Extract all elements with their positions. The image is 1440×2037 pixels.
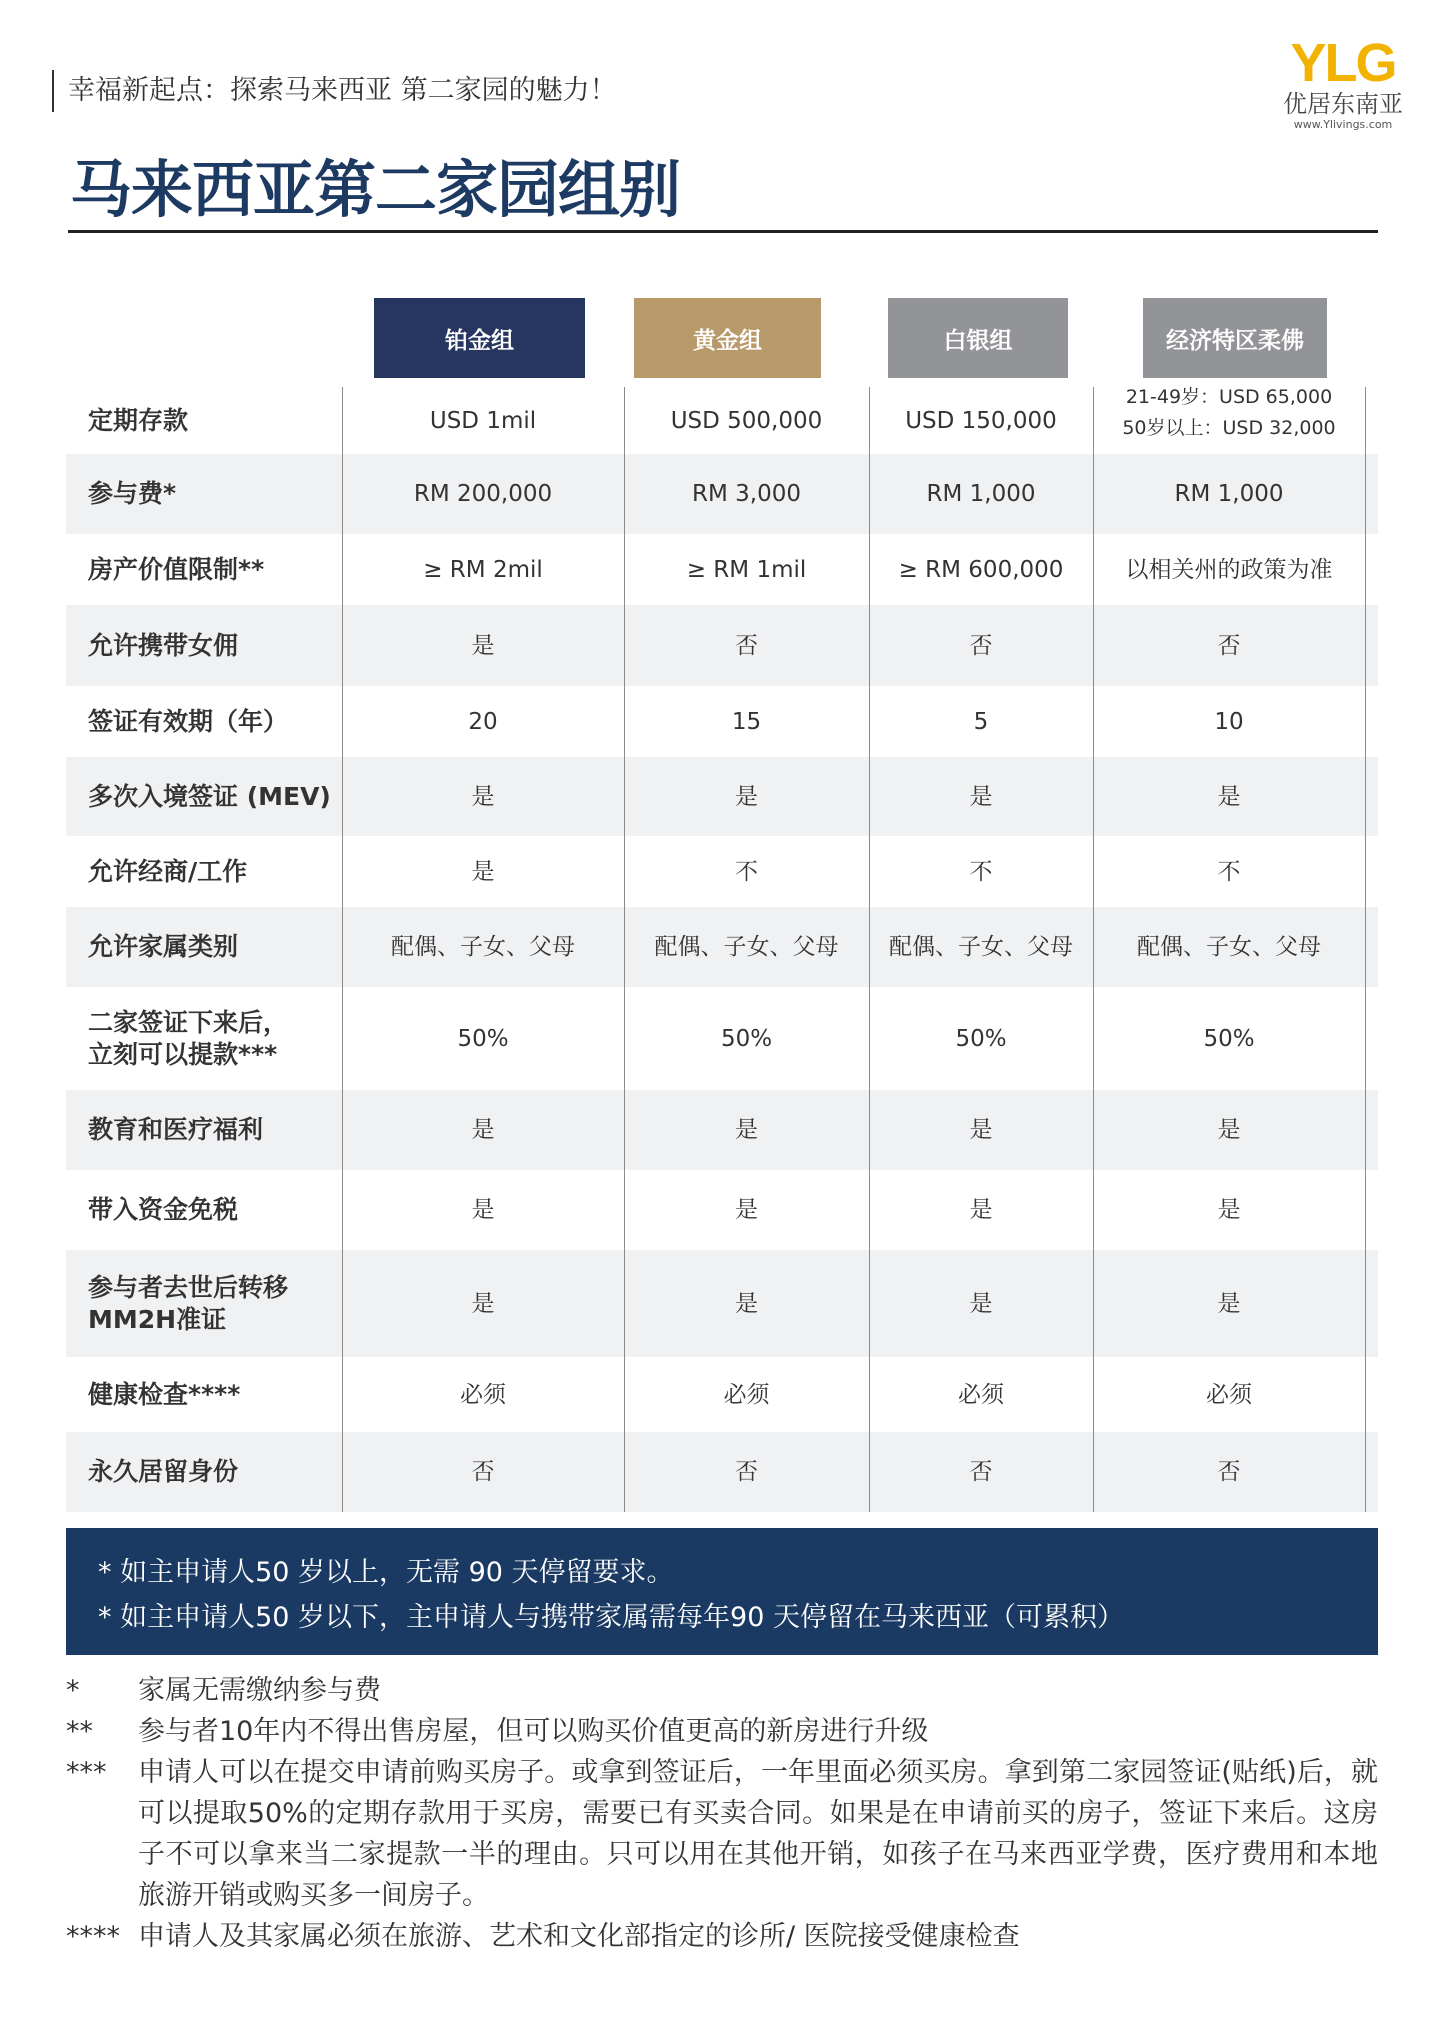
cell-value: 是 <box>471 858 495 885</box>
cell-value: 是 <box>969 1290 993 1317</box>
cell-value: 配偶、子女、父母 <box>1137 934 1321 960</box>
cell-value: 是 <box>471 1117 495 1143</box>
footnote <box>66 1711 1378 1752</box>
cell-value: 必须 <box>1206 1381 1252 1408</box>
row-label-line: 立刻可以提款*** <box>88 1039 278 1069</box>
table-cell <box>342 1288 624 1320</box>
table-cell <box>869 1288 1093 1320</box>
table-cell <box>869 405 1093 437</box>
table-cell <box>342 931 624 963</box>
column-header: 铂金组 <box>374 298 585 378</box>
footnote-text: 申请人可以在提交申请前购买房子。或拿到签证后，一年里面必须买房。拿到第二家园签证(贴纸)后，就可以提取50%的定期存款用于买房，需要已有买卖合同。如果是在申请前买的房子，签证下来后。这房子不可以拿来当二家提款一半的理由。只可以用在其他开销，如孩子在马来西亚学费，医疗费用和本地旅游开销或购买多一间房子。 <box>138 1757 1378 1911</box>
row-label-line: 教育和医疗福利 <box>88 1115 264 1144</box>
table-cell <box>869 1114 1093 1146</box>
row-label <box>88 856 247 888</box>
cell-value: 是 <box>471 783 495 810</box>
cell-value: 是 <box>1217 1117 1241 1143</box>
footnote <box>66 1670 1378 1711</box>
table-row <box>66 836 1378 907</box>
cell-value: 50岁以上：USD 32,000 <box>1122 416 1336 439</box>
row-label-line: MM2H准证 <box>88 1304 227 1334</box>
table-cell <box>1093 630 1365 662</box>
row-label-line: 带入资金免税 <box>88 1195 239 1224</box>
table-cell <box>342 405 624 437</box>
table-row <box>66 534 1378 605</box>
table-cell <box>624 554 869 586</box>
table-cell <box>624 1114 869 1146</box>
table-row <box>66 686 1378 757</box>
footnote <box>66 1752 1378 1916</box>
row-label-line: 允许家属类别 <box>88 932 239 961</box>
table-cell <box>342 630 624 662</box>
table-cell <box>869 554 1093 586</box>
row-label <box>88 478 176 510</box>
table-cell <box>624 1288 869 1320</box>
cell-value: 50% <box>955 1025 1007 1052</box>
row-label-line: 允许经商/工作 <box>88 856 248 886</box>
row-label-line: 健康检查**** <box>88 1379 241 1409</box>
table-cell <box>342 706 624 738</box>
cell-value: 以相关州的政策为准 <box>1125 556 1333 583</box>
stay-requirement-note <box>66 1528 1378 1655</box>
table-cell <box>624 1194 869 1226</box>
cell-value: 50% <box>457 1025 509 1052</box>
footnote-mark: **** <box>66 1921 120 1952</box>
footnotes <box>66 1670 1378 1957</box>
cell-value: 否 <box>969 1459 993 1485</box>
table-cell <box>342 1114 624 1146</box>
table-cell <box>869 630 1093 662</box>
note-line: * 如主申请人50 岁以上，无需 90 天停留要求。 <box>98 1557 674 1588</box>
cell-value: RM 200,000 <box>413 481 553 507</box>
table-cell <box>1093 1288 1365 1320</box>
table-cell <box>1093 706 1365 738</box>
footnote-mark: * <box>66 1675 80 1706</box>
table-cell <box>342 1379 624 1411</box>
logo-mark: YLG <box>1290 33 1396 93</box>
logo-url: www.Ylivings.com <box>1293 118 1393 131</box>
cell-value: 50% <box>1203 1025 1255 1052</box>
table-row <box>66 387 1378 454</box>
cell-value: 不 <box>969 858 993 885</box>
cell-value: 是 <box>735 1197 758 1223</box>
cell-value: RM 3,000 <box>692 481 801 507</box>
column-divider <box>1365 387 1366 1512</box>
table-cell <box>1093 1456 1365 1488</box>
table-cell <box>1093 781 1365 813</box>
cell-value: 配偶、子女、父母 <box>654 934 839 960</box>
cell-value: 21-49岁：USD 65,000 <box>1125 385 1333 408</box>
row-label <box>88 1114 263 1146</box>
table-cell <box>342 478 624 510</box>
footnote-text: 申请人及其家属必须在旅游、艺术和文化部指定的诊所/ 医院接受健康检查 <box>138 1921 1020 1952</box>
table-cell <box>869 1194 1093 1226</box>
table-cell <box>1093 1114 1365 1146</box>
row-label-line: 定期存款 <box>88 405 189 435</box>
note-line: * 如主申请人50 岁以下，主申请人与携带家属需每年90 天停留在马来西亚（可累积） <box>98 1602 1124 1633</box>
table-row <box>66 987 1378 1090</box>
table-cell <box>342 1456 624 1488</box>
table-cell <box>869 1456 1093 1488</box>
column-header: 经济特区柔佛 <box>1143 298 1327 378</box>
cell-value: 否 <box>735 632 758 659</box>
cell-value: 是 <box>735 1117 758 1143</box>
footnote-text: 参与者10年内不得出售房屋，但可以购买价值更高的新房进行升级 <box>138 1716 929 1747</box>
cell-value: 否 <box>1217 1459 1241 1485</box>
table-cell <box>624 405 869 437</box>
row-label-line: 参与费* <box>88 479 177 508</box>
table-row <box>66 1432 1378 1512</box>
cell-value: 不 <box>735 858 758 885</box>
table-cell <box>624 1456 869 1488</box>
cell-value: USD 500,000 <box>670 407 823 434</box>
cell-value: 配偶、子女、父母 <box>391 934 575 960</box>
table-row <box>66 907 1378 987</box>
table-row <box>66 1357 1378 1432</box>
table-cell <box>1093 931 1365 963</box>
cell-value: 是 <box>471 1290 495 1317</box>
cell-value: 否 <box>471 1459 495 1485</box>
table-cell <box>1093 554 1365 586</box>
table-cell <box>869 781 1093 813</box>
table-cell <box>1093 1379 1365 1411</box>
cell-value: 否 <box>1217 632 1241 659</box>
table-cell <box>342 1194 624 1226</box>
table-cell <box>869 1379 1093 1411</box>
cell-value: ≥ RM 1mil <box>686 556 807 583</box>
cell-value: 15 <box>731 708 762 735</box>
cell-value: 是 <box>969 1197 993 1223</box>
table-cell <box>624 781 869 813</box>
page-tagline: 幸福新起点：探索马来西亚 第二家园的魅力！ <box>52 70 617 112</box>
cell-value: RM 1,000 <box>926 481 1036 507</box>
cell-value: 不 <box>1217 858 1241 885</box>
row-label <box>88 1456 238 1488</box>
cell-value: 是 <box>471 1197 495 1223</box>
column-divider <box>342 387 343 1512</box>
column-divider <box>869 387 870 1512</box>
row-label-line: 签证有效期（年） <box>88 706 289 736</box>
table-cell <box>624 1023 869 1055</box>
table-cell <box>1093 1194 1365 1226</box>
cell-value: 10 <box>1214 708 1244 735</box>
cell-value: 是 <box>471 632 495 659</box>
table-cell <box>342 781 624 813</box>
cell-value: 是 <box>735 1290 758 1317</box>
row-label <box>88 781 331 813</box>
table-cell <box>1093 478 1365 510</box>
footnote <box>66 1916 1378 1957</box>
row-label <box>88 1379 240 1411</box>
row-label <box>88 931 238 963</box>
table-row <box>66 605 1378 686</box>
row-label-line: 房产价值限制** <box>88 554 265 584</box>
cell-value: 必须 <box>460 1381 506 1408</box>
table-cell <box>342 856 624 888</box>
cell-value: 5 <box>973 708 989 735</box>
column-header: 黄金组 <box>634 298 821 378</box>
table-cell <box>869 856 1093 888</box>
cell-value: 是 <box>969 783 993 810</box>
cell-value: ≥ RM 600,000 <box>898 556 1064 583</box>
cell-value: 是 <box>1217 783 1241 810</box>
cell-value: 50% <box>720 1025 773 1052</box>
table-cell <box>624 931 869 963</box>
footnote-mark: ** <box>66 1716 93 1747</box>
title-divider <box>68 230 1378 233</box>
cell-value: USD 1mil <box>429 407 537 434</box>
cell-value: 是 <box>1217 1197 1241 1223</box>
table-row <box>66 454 1378 534</box>
cell-value: 配偶、子女、父母 <box>889 934 1073 960</box>
table-row <box>66 1170 1378 1250</box>
cell-value: ≥ RM 2mil <box>423 556 543 583</box>
row-label-line: 永久居留身份 <box>88 1457 239 1486</box>
table-cell <box>869 931 1093 963</box>
table-cell <box>869 706 1093 738</box>
cell-value: 必须 <box>958 1381 1004 1408</box>
row-label <box>88 706 288 738</box>
table-cell <box>624 478 869 510</box>
column-header: 白银组 <box>888 298 1068 378</box>
row-label <box>88 1194 238 1226</box>
row-label <box>88 1007 288 1071</box>
column-divider <box>624 387 625 1512</box>
cell-value: 20 <box>468 708 498 735</box>
row-label <box>88 1272 288 1336</box>
cell-value: 是 <box>735 783 758 810</box>
cell-value: USD 150,000 <box>905 407 1057 434</box>
table-cell <box>1093 1023 1365 1055</box>
table-row <box>66 1090 1378 1170</box>
table-cell <box>624 856 869 888</box>
table-row <box>66 757 1378 836</box>
footnote-mark: *** <box>66 1757 107 1788</box>
row-label-line: 二家签证下来后， <box>88 1007 289 1037</box>
row-label-line: 允许携带女佣 <box>88 630 239 660</box>
row-label-line: 参与者去世后转移 <box>88 1272 289 1302</box>
cell-value: 必须 <box>723 1381 770 1408</box>
table-cell <box>869 1023 1093 1055</box>
table-cell <box>342 1023 624 1055</box>
row-label-line: 多次入境签证 (MEV) <box>88 781 331 811</box>
table-cell <box>1093 382 1365 444</box>
table-cell <box>342 554 624 586</box>
page-title: 马来西亚第二家园组别 <box>70 153 681 226</box>
cell-value: 否 <box>969 632 993 659</box>
cell-value: 否 <box>735 1459 758 1485</box>
cell-value: 是 <box>1217 1290 1241 1317</box>
row-label <box>88 405 188 437</box>
table-cell <box>624 630 869 662</box>
cell-value: RM 1,000 <box>1174 481 1284 507</box>
row-label <box>88 554 264 586</box>
column-divider <box>1093 387 1094 1512</box>
table-cell <box>624 706 869 738</box>
table-row <box>66 1250 1378 1357</box>
table-cell <box>869 478 1093 510</box>
table-cell <box>624 1379 869 1411</box>
ylg-logo <box>1268 33 1418 131</box>
logo-chinese: 优居东南亚 <box>1283 90 1403 118</box>
table-cell <box>1093 856 1365 888</box>
cell-value: 是 <box>969 1117 993 1143</box>
footnote-text: 家属无需缴纳参与费 <box>138 1675 381 1706</box>
row-label <box>88 630 238 662</box>
